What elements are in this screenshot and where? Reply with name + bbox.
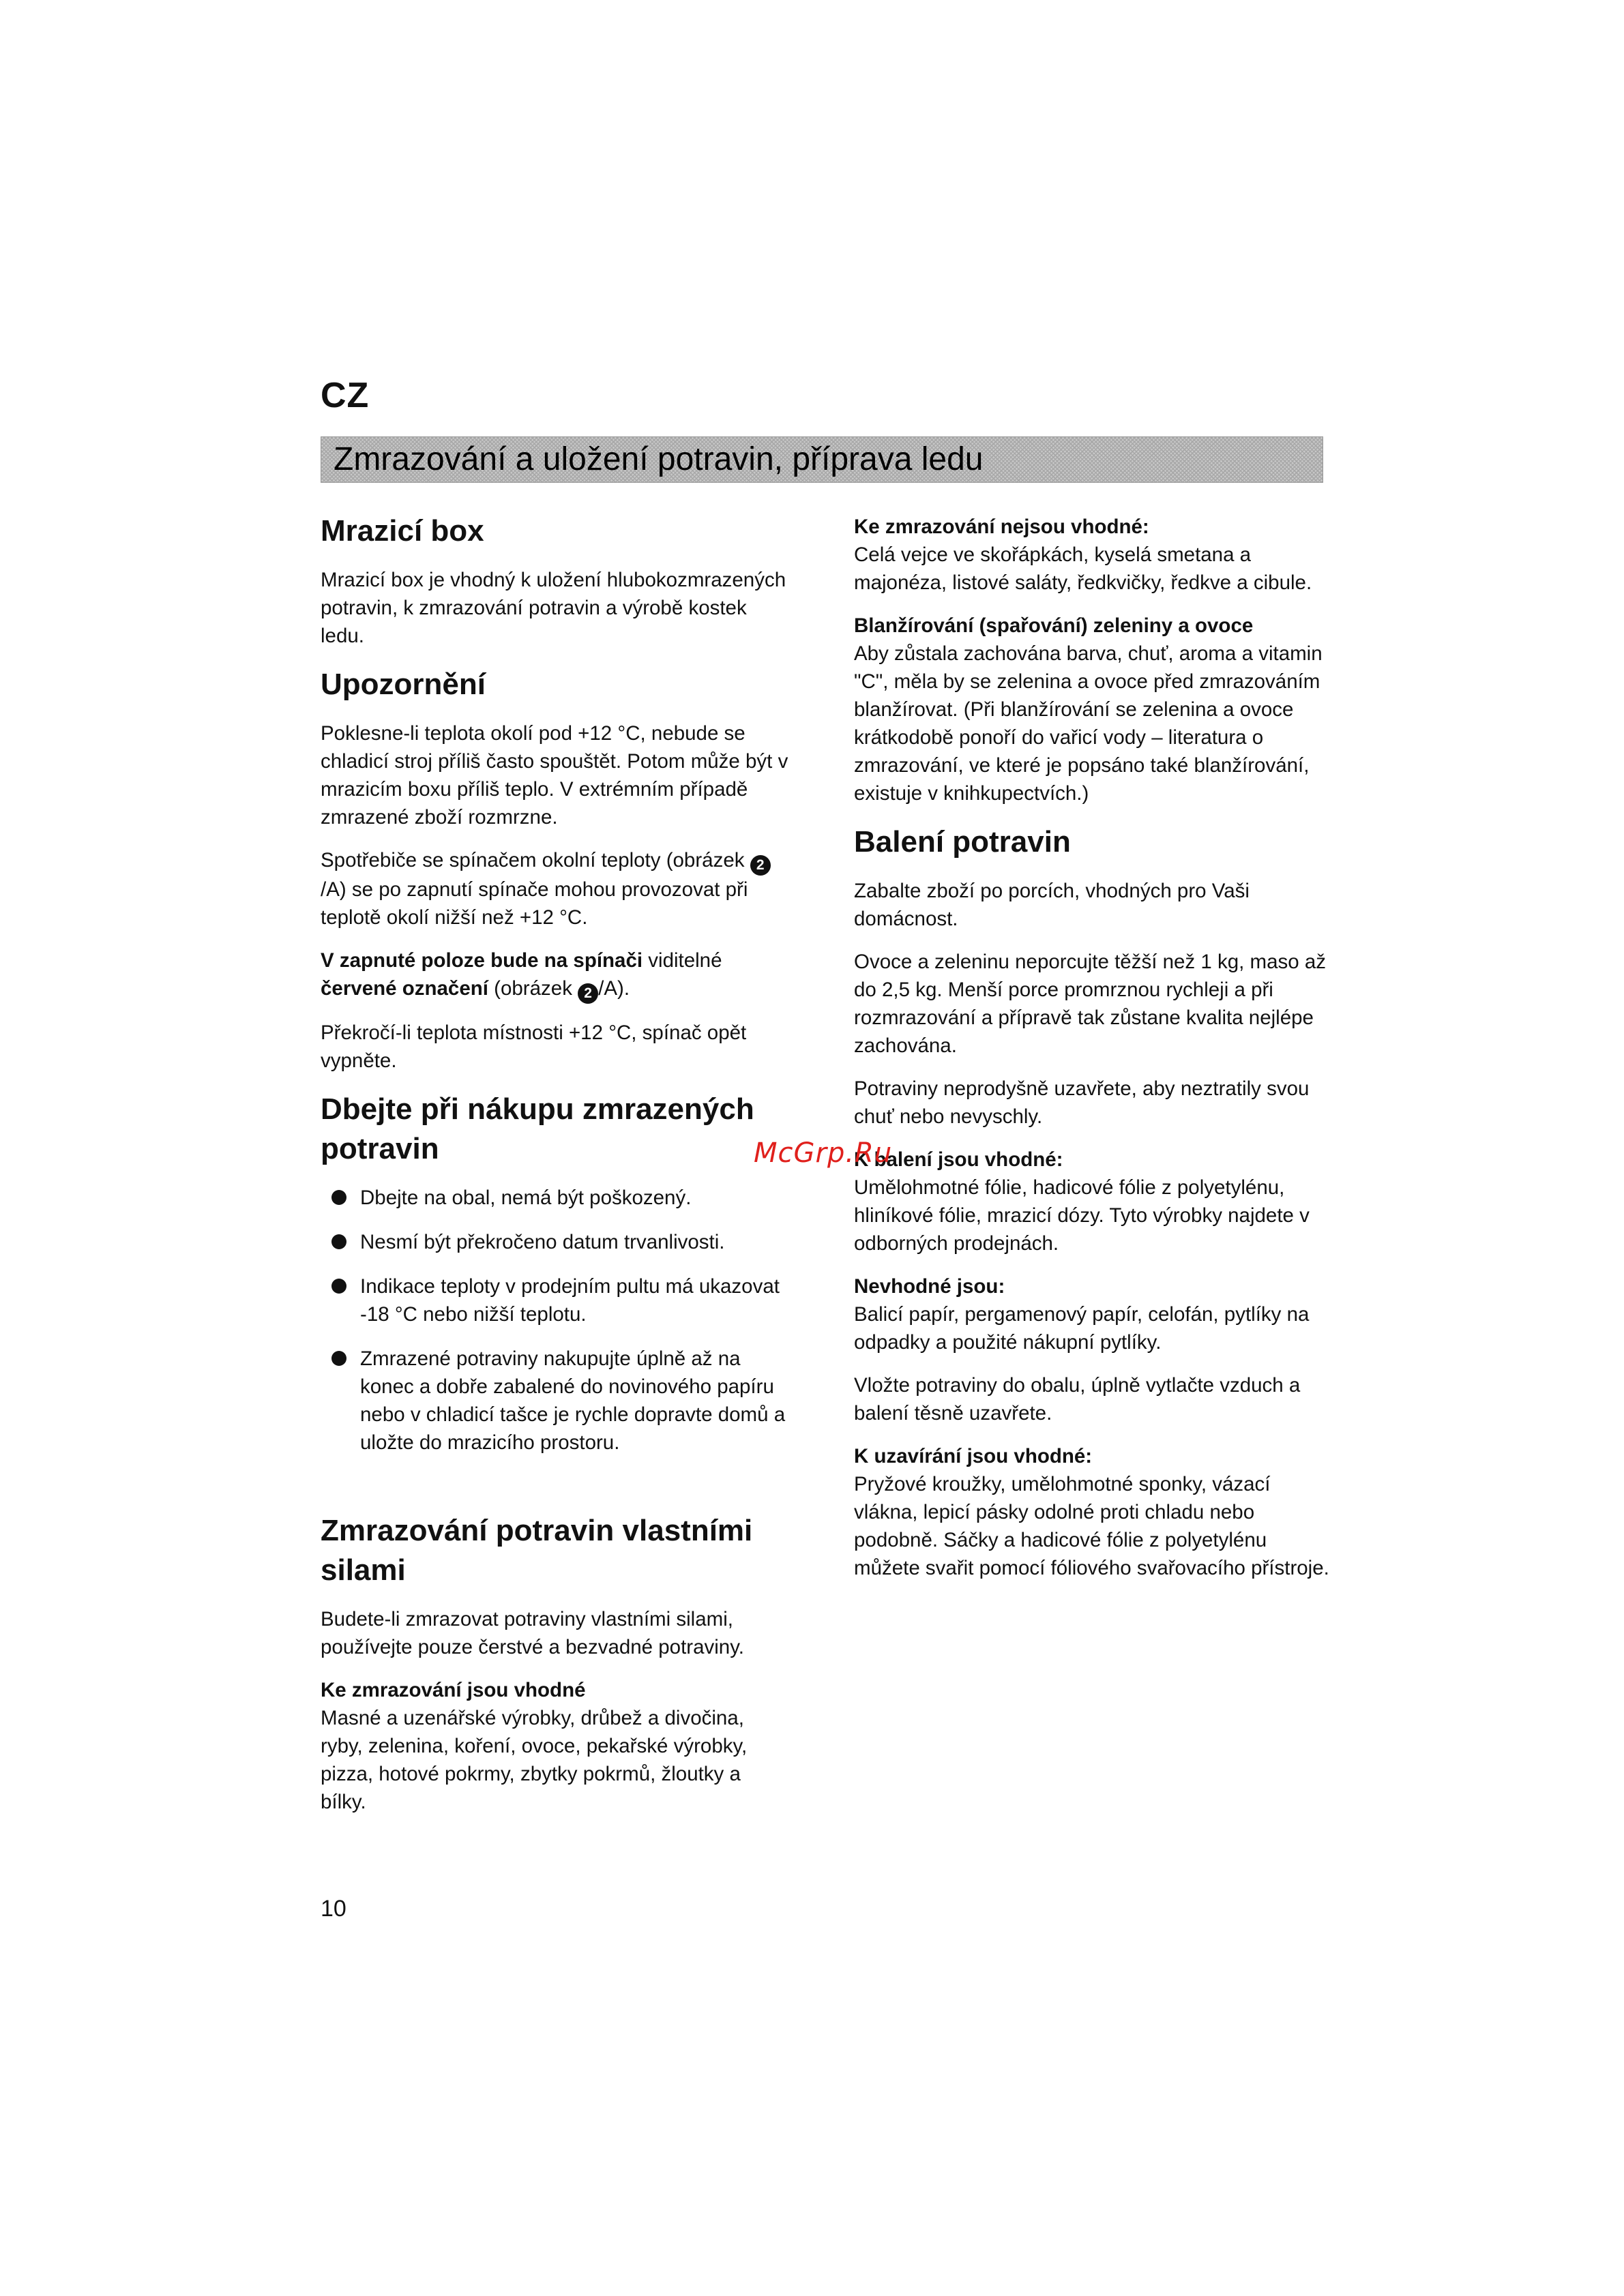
text-fragment: /A) se po zapnutí spínače mohou provozovat při teplotě okolí nižší než +12 °C.	[321, 878, 748, 929]
text-fragment: Spotřebiče se spínačem okolní teploty (obrázek	[321, 849, 750, 871]
paragraph-switch-marking	[321, 946, 791, 1004]
list-item: Zmrazené potraviny nakupujte úplně až na konec a dobře zabalené do novinového papíru nebo v chladicí tašce je rychle dopravte domů a uložte do mrazicího prostoru.	[321, 1345, 791, 1457]
language-code: CZ	[321, 376, 370, 415]
banner-title: Zmrazování a uložení potravin, příprava ledu	[334, 441, 984, 477]
label: Ke zmrazování jsou vhodné	[321, 1679, 586, 1701]
label: K balení jsou vhodné:	[854, 1148, 1063, 1171]
paragraph: Potraviny neprodyšně uzavřete, aby neztratily svou chuť nebo nevyschly.	[854, 1077, 1310, 1128]
text-fragment: viditelné	[643, 949, 722, 972]
figure-number-icon: 2	[750, 855, 771, 876]
label: Nevhodné jsou:	[854, 1275, 1005, 1298]
page-number: 10	[321, 1896, 346, 1922]
list-item: Dbejte na obal, nemá být poškozený.	[321, 1184, 791, 1212]
list-item: Nesmí být překročeno datum trvanlivosti.	[321, 1228, 791, 1256]
text-fragment: (obrázek	[488, 977, 578, 1000]
paragraph-labeled	[854, 1272, 1331, 1356]
list-item: Indikace teploty v prodejním pultu má ukazovat -18 °C nebo nižší teplotu.	[321, 1272, 791, 1328]
right-column	[854, 513, 1331, 1597]
paragraph: Mrazicí box je vhodný k uložení hlubokozmrazených potravin, k zmrazování potravin a výrobě kostek ledu.	[321, 569, 786, 647]
paragraph: Překročí-li teplota místnosti +12 °C, spínač opět vypněte.	[321, 1022, 747, 1072]
label: Blanžírování (spařování) zeleniny a ovoce	[854, 614, 1254, 637]
text-fragment: Masné a uzenářské výrobky, drůbež a divočina, ryby, zelenina, koření, ovoce, pekařské výrobky, pizza, hotové pokrmy, zbytky pokrmů, žloutky a bílky.	[321, 1707, 748, 1813]
text-fragment: Umělohmotné fólie, hadicové fólie z polyetylénu, hliníkové fólie, mrazicí dózy. Tyto výrobky najdete v odborných prodejnách.	[854, 1176, 1310, 1255]
heading-nakup: Dbejte při nákupu zmrazených potravin	[321, 1092, 754, 1165]
section-banner	[321, 436, 1323, 483]
paragraph-labeled	[854, 513, 1331, 597]
paragraph: Zabalte zboží po porcích, vhodných pro Vaši domácnost.	[854, 880, 1250, 930]
bold-fragment: červené označení	[321, 977, 488, 1000]
paragraph-labeled	[854, 1442, 1331, 1582]
paragraph: Poklesne-li teplota okolí pod +12 °C, nebude se chladicí stroj příliš často spouštět. Potom může být v mrazicím boxu příliš teplo. V extrémním případě zmrazené zboží rozmrzne.	[321, 722, 788, 829]
paragraph-labeled	[854, 612, 1331, 807]
paragraph: Vložte potraviny do obalu, úplně vytlačte vzduch a balení těsně uzavřete.	[854, 1374, 1301, 1425]
text-fragment: Celá vejce ve skořápkách, kyselá smetana a majonéza, listové saláty, ředkvičky, ředkve a cibule.	[854, 543, 1312, 594]
text-fragment: /A).	[598, 977, 630, 1000]
heading-upozorneni: Upozornění	[321, 668, 486, 701]
paragraph-labeled	[854, 1146, 1331, 1257]
heading-mrazici-box: Mrazicí box	[321, 514, 484, 548]
bullet-list	[321, 1184, 791, 1457]
text-fragment: Pryžové kroužky, umělohmotné sponky, vázací vlákna, lepicí pásky odolné proti chladu nebo podobně. Sáčky a hadicové fólie z polyetylénu můžete svařit pomocí fóliového svařovacího přístroje.	[854, 1473, 1329, 1579]
heading-zmrazovani-vlastnimi: Zmrazování potravin vlastními silami	[321, 1514, 753, 1587]
text-fragment: Balicí papír, pergamenový papír, celofán, pytlíky na odpadky a použité nákupní pytlíky.	[854, 1303, 1310, 1354]
paragraph-labeled	[321, 1676, 791, 1816]
left-column	[321, 511, 791, 1831]
bold-fragment: V zapnuté poloze bude na spínači	[321, 949, 643, 972]
paragraph: Ovoce a zeleninu neporcujte těžší než 1 kg, maso až do 2,5 kg. Menší porce promrznou rychleji a při rozmrazování a přípravě tak zůstane kvalita nejlépe zachována.	[854, 951, 1326, 1057]
label: Ke zmrazování nejsou vhodné:	[854, 516, 1149, 538]
heading-baleni: Balení potravin	[854, 825, 1071, 859]
paragraph-figure-ref	[321, 846, 791, 931]
text-fragment: Aby zůstala zachována barva, chuť, aroma a vitamin "C", měla by se zelenina a ovoce před zmrazováním blanžírovat. (Při blanžírování se zelenina a ovoce krátkodobě ponoří do vařicí vody – literatura o zmrazování, ve které je popsáno také blanžírování, existuje v knihkupectvích.)	[854, 642, 1323, 805]
watermark: McGrp.Ru	[754, 1137, 893, 1169]
label: K uzavírání jsou vhodné:	[854, 1445, 1093, 1467]
paragraph: Budete-li zmrazovat potraviny vlastními silami, používejte pouze čerstvé a bezvadné potraviny.	[321, 1608, 744, 1658]
figure-number-icon: 2	[578, 983, 598, 1004]
